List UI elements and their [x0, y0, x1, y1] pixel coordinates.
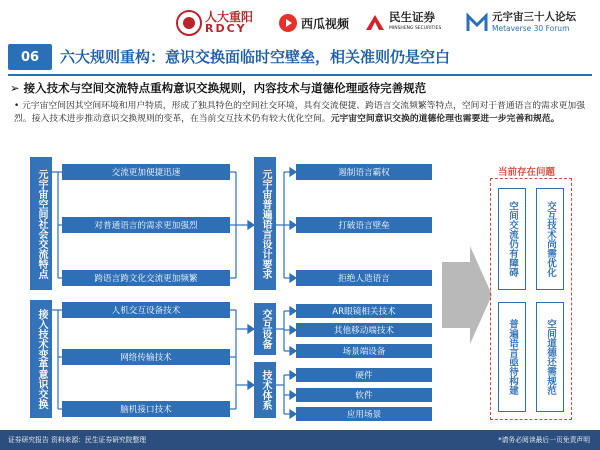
- body-paragraph: [14, 100, 592, 126]
- logo-minsheng: [364, 6, 441, 40]
- logo-xigua-text: 西瓜视频: [301, 16, 350, 31]
- title-divider: [8, 74, 592, 76]
- label-interaction-devices-text: 交互设备: [260, 309, 271, 349]
- item-language-1: 遏制语言霸权: [296, 164, 432, 180]
- problem-3-text: 普遍语言亟待构建: [507, 319, 518, 395]
- item-device-2: 其他移动端技术: [296, 323, 432, 337]
- problem-4-text: 空间道德还需规范: [545, 319, 556, 395]
- label-language-design: [254, 157, 276, 290]
- problems-title: 当前存在问题: [498, 167, 556, 178]
- minsheng-mark-icon: [364, 12, 386, 34]
- problem-4: [536, 302, 564, 412]
- section-number-badge: 06: [8, 44, 52, 70]
- header-logos: [176, 6, 596, 40]
- problem-2: [536, 188, 564, 290]
- logo-minsheng-text: 民生证券: [389, 10, 435, 24]
- big-arrow: [442, 246, 492, 344]
- logo-xigua: [278, 6, 349, 40]
- label-social-features: [30, 157, 52, 290]
- chevron-right-icon: ➢: [10, 81, 20, 95]
- xigua-play-icon: [278, 13, 298, 33]
- metaverse-m-icon: [466, 12, 488, 34]
- problem-3: [498, 302, 526, 412]
- item-social-1: 交流更加便捷迅速: [62, 164, 230, 180]
- problem-1: [498, 188, 526, 290]
- subheading: [10, 80, 426, 96]
- item-system-3: 应用场景: [296, 407, 432, 421]
- paragraph-bold: 元宇宙空间意识交换的道德伦理也需要进一步完善和规范。: [330, 114, 560, 124]
- item-tech-1: 人机交互设备技术: [62, 302, 230, 318]
- item-tech-3: 脑机接口技术: [62, 401, 230, 417]
- item-social-2: 对普通语言的需求更加强烈: [62, 217, 230, 233]
- logo-renmin-sub: RDCY: [205, 22, 247, 35]
- logo-forum-sub: Metaverse 30 Forum: [492, 24, 570, 33]
- item-social-3: 跨语言跨文化交流更加频繁: [62, 270, 230, 286]
- label-social-features-text: 元宇宙空间社会交流特点: [36, 168, 47, 279]
- problem-2-text: 交互技术尚需优化: [545, 201, 556, 277]
- footer-disclaimer: *请务必阅读最后一页免责声明: [498, 436, 590, 444]
- logo-renmin-text: 人大重阳: [205, 10, 254, 24]
- label-access-tech: [30, 300, 52, 418]
- logo-minsheng-sub: MINSHENG SECURITIES: [389, 26, 442, 31]
- item-system-2: 软件: [296, 388, 432, 402]
- subheading-text: 接入技术与空间交流特点重构意识交换规则，内容技术与道德伦理亟待完善规范: [23, 81, 427, 95]
- logo-renmin: [176, 6, 253, 40]
- item-device-3: 场景端设备: [296, 344, 432, 358]
- page-title: 六大规则重构：意识交换面临时空壁垒，相关准则仍是空白: [60, 48, 451, 66]
- item-language-2: 打破语言壁垒: [296, 217, 432, 233]
- problem-1-text: 空间交流仍有障碍: [507, 201, 518, 277]
- renmin-seal-icon: [176, 10, 202, 36]
- logo-forum: [466, 6, 576, 40]
- item-system-1: 硬件: [296, 368, 432, 382]
- logo-forum-text: 元宇宙三十人论坛: [492, 11, 576, 23]
- bullet-icon: •: [14, 101, 22, 111]
- footer-source: 证券研究报告 资料来源：民生证券研究院整理: [8, 436, 147, 444]
- label-tech-system-text: 技术体系: [260, 370, 271, 410]
- item-language-3: 拒绝人造语言: [296, 270, 432, 286]
- label-tech-system: [254, 362, 276, 418]
- item-tech-2: 网络传输技术: [62, 349, 230, 365]
- item-device-1: AR眼镜相关技术: [296, 304, 432, 318]
- label-interaction-devices: [254, 303, 276, 355]
- label-access-tech-text: 接入技术变革意识交换: [36, 309, 47, 409]
- paragraph-normal: 元宇宙空间因其空间环境和用户特质，形成了独具特色的空间社交环境，具有交流便捷、跨语言交流频繁等特点，空间对于普通语言的需求更加强烈。接入技术进步推动意识交换规则的变革，在当前交互技术仍有较大优化空间。: [14, 101, 586, 124]
- label-language-design-text: 元宇宙普遍语言设计要求: [260, 168, 271, 279]
